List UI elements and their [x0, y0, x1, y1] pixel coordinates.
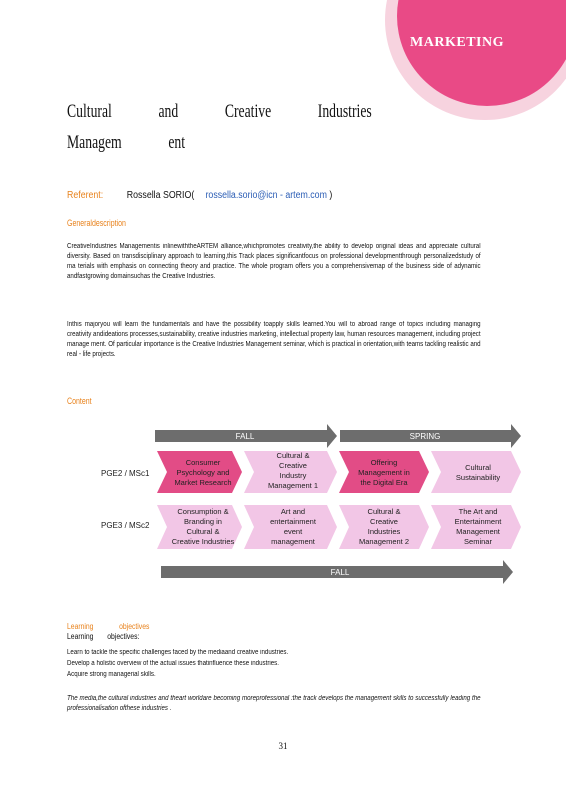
course-offering-management: Offering Management in the Digital Era	[358, 458, 410, 487]
referent-close: )	[329, 190, 333, 201]
course-art-entertainment-seminar: The Art and Entertainment Management Seminar	[454, 507, 502, 546]
learning-objective-1: Learn to tackle the specific challenges faced by the mediaand creative industries.	[67, 649, 289, 656]
course-art-entertainment-event: Art and entertainment event management	[270, 507, 316, 546]
course-consumption-branding: Consumption & Branding in Cultural & Creative Industries	[171, 507, 235, 546]
learning-objectives-subheading: Learning objectives:	[67, 632, 140, 641]
spring-label-top: SPRING	[409, 432, 441, 441]
course-cci-management-1: Cultural & Creative Industry Management 1	[267, 451, 319, 490]
page-title	[67, 96, 372, 158]
referent-name: Rossella SORIO(	[126, 190, 195, 201]
course-chevron	[431, 451, 521, 493]
learning-objective-3: Acquire strong managerial skills.	[67, 671, 156, 678]
learning-objectives-heading: Learning objectives	[67, 622, 150, 631]
referent-email-link[interactable]: rossella.sorio@icn - artem.com	[205, 190, 327, 201]
row-label-2: PGE3 / MSc2	[101, 521, 150, 530]
general-description-paragraph-1: CreativeIndustries Managementis inlinewiththeARTEM alliance,whichpromotes creativity,the ability to develop original ideas and appreciate cultural diversity. Based on transdisciplinary approach to learning,this Track places significantfocus on professional developmentthrough personalizedstudy of ma terials with emphasis on connecting theory and practice. The whole program offers you a comprehensivemap of the business side of adynamic andfastgrowing domainsuchas the Creative Industries.	[67, 243, 481, 280]
page-number: 31	[278, 741, 288, 751]
title-line-2: Managem ent	[67, 132, 186, 153]
learning-objective-2: Develop a holistic overview of the actual issues thatinfluence these industries.	[67, 660, 279, 667]
referent-label: Referent:	[67, 190, 104, 201]
course-cultural-sustainability: Cultural Sustainability	[455, 463, 501, 482]
course-consumer-psychology: Consumer Psychology and Market Research	[174, 458, 232, 487]
section-label: MARKETING	[410, 35, 504, 50]
fall-label-top: FALL	[235, 432, 255, 441]
general-description-heading: Generaldescription	[67, 218, 126, 228]
title-line-1: Cultural and Creative Industries	[67, 101, 372, 122]
general-description-paragraph-2: Inthis majoryou will learn the fundamentals and have the possibility toapply skills learned.You will to abroad range of topics including managing creativity andideations processes,sustainability, creative industries marketing, intellectual property law, human resources management, including project manage ment. Of particular importance is the Creative Industries Management seminar, which is practical in orientation,with teams tackling realistic and real - life projects.	[67, 321, 481, 358]
curriculum-diagram	[95, 420, 525, 590]
referent-line	[67, 190, 332, 201]
learning-objectives-paragraph: The media,the cultural industries and theart worldare becoming moreprofessional :the track develops the management skills to successfully leading the professionalisation ofthese industries .	[67, 695, 481, 712]
course-cci-management-2: Cultural & Creative Industries Management 2	[358, 507, 410, 546]
row-label-1: PGE2 / MSc1	[101, 469, 150, 478]
fall-label-bottom: FALL	[330, 568, 350, 577]
content-heading: Content	[67, 396, 92, 406]
